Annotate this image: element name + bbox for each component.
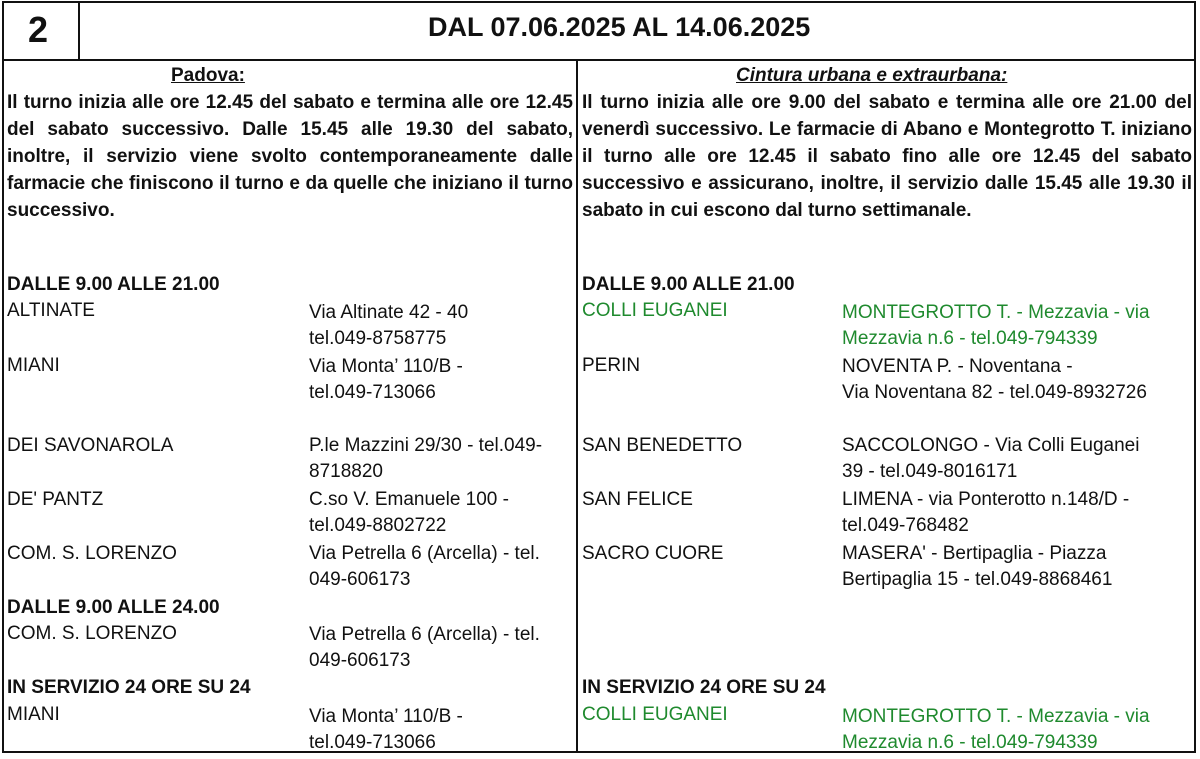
pharmacy-address: Via Petrella 6 (Arcella) - tel. [309, 543, 540, 564]
pharmacy-address: C.so V. Emanuele 100 - [309, 489, 509, 510]
pharmacy-name: ALTINATE [7, 300, 95, 321]
pharmacy-phone: 39 - tel.049-8016171 [842, 461, 1018, 482]
pharmacy-name: MIANI [7, 355, 60, 376]
pharmacy-name: COM. S. LORENZO [7, 623, 177, 644]
pharmacy-phone: Bertipaglia 15 - tel.049-8868461 [842, 569, 1113, 590]
right-section-title: IN SERVIZIO 24 ORE SU 24 [582, 677, 826, 698]
pharmacy-phone: 049-606173 [309, 569, 411, 590]
pharmacy-address: LIMENA - via Ponterotto n.148/D - [842, 489, 1130, 510]
pharmacy-address: MONTEGROTTO T. - Mezzavia - via [842, 302, 1150, 323]
pharmacy-address: SACCOLONGO - Via Colli Euganei [842, 435, 1140, 456]
pharmacy-name: DE' PANTZ [7, 489, 104, 510]
pharmacy-name: COLLI EUGANEI [582, 300, 728, 321]
column-divider [576, 59, 578, 753]
pharmacy-address: Via Monta’ 110/B - [309, 356, 463, 377]
page-title: DAL 07.06.2025 AL 14.06.2025 [428, 12, 811, 42]
pharmacy-phone: tel.049-713066 [309, 382, 436, 403]
pharmacy-name: COLLI EUGANEI [582, 704, 728, 725]
pharmacy-name: DEI SAVONAROLA [7, 435, 174, 456]
pharmacy-address: Via Altinate 42 - 40 [309, 302, 469, 323]
pharmacy-phone: tel.049-713066 [309, 732, 436, 753]
pharmacy-phone: tel.049-8802722 [309, 515, 447, 536]
left-heading: Padova: [171, 65, 245, 86]
pharmacy-name: COM. S. LORENZO [7, 543, 177, 564]
left-intro: Il turno inizia alle ore 12.45 del sabato e termina alle ore 12.45 del sabato successivo. Dalle 15.45 alle 19.30 del sabato, inoltre, il servizio viene svolto contemporaneamente dalle farmacie che finiscono il turno e da quelle che iniziano il turno successivo. [7, 92, 573, 221]
pharmacy-address: P.le Mazzini 29/30 - tel.049- [309, 435, 543, 456]
pharmacy-phone: tel.049-768482 [842, 515, 969, 536]
header-divider [78, 1, 80, 61]
right-section-title: DALLE 9.00 ALLE 21.00 [582, 274, 795, 295]
pharmacy-name: SAN BENEDETTO [582, 435, 743, 456]
pharmacy-address: NOVENTA P. - Noventana - [842, 356, 1073, 377]
pharmacy-address: Via Petrella 6 (Arcella) - tel. [309, 624, 540, 645]
week-number: 2 [28, 9, 49, 50]
pharmacy-phone: 8718820 [309, 461, 383, 482]
pharmacy-phone: Via Noventana 82 - tel.049-8932726 [842, 382, 1147, 403]
right-intro: Il turno inizia alle ore 9.00 del sabato e termina alle ore 21.00 del venerdì successivo. Le farmacie di Abano e Montegrotto T. iniziano il turno alle ore 12.45 il sabato fino alle ore 12.45 del sabato successivo e assicurano, inoltre, il servizio dalle 15.45 alle 19.30 il sabato in cui escono dal turno settimanale. [582, 92, 1192, 221]
left-section-title: DALLE 9.00 ALLE 21.00 [7, 274, 220, 295]
pharmacy-address: MONTEGROTTO T. - Mezzavia - via [842, 706, 1150, 727]
pharmacy-phone: Mezzavia n.6 - tel.049-794339 [842, 732, 1098, 753]
left-section-title: IN SERVIZIO 24 ORE SU 24 [7, 677, 251, 698]
left-section-title: DALLE 9.00 ALLE 24.00 [7, 597, 220, 618]
pharmacy-name: MIANI [7, 704, 60, 725]
pharmacy-phone: 049-606173 [309, 650, 411, 671]
pharmacy-name: SACRO CUORE [582, 543, 724, 564]
pharmacy-phone: tel.049-8758775 [309, 328, 447, 349]
pharmacy-address: Via Monta’ 110/B - [309, 706, 463, 727]
pharmacy-name: PERIN [582, 355, 641, 376]
pharmacy-phone: Mezzavia n.6 - tel.049-794339 [842, 328, 1098, 349]
right-heading: Cintura urbana e extraurbana: [736, 65, 1008, 86]
pharmacy-name: SAN FELICE [582, 489, 693, 510]
pharmacy-address: MASERA' - Bertipaglia - Piazza [842, 543, 1107, 564]
header-bottom-rule [2, 59, 1196, 61]
